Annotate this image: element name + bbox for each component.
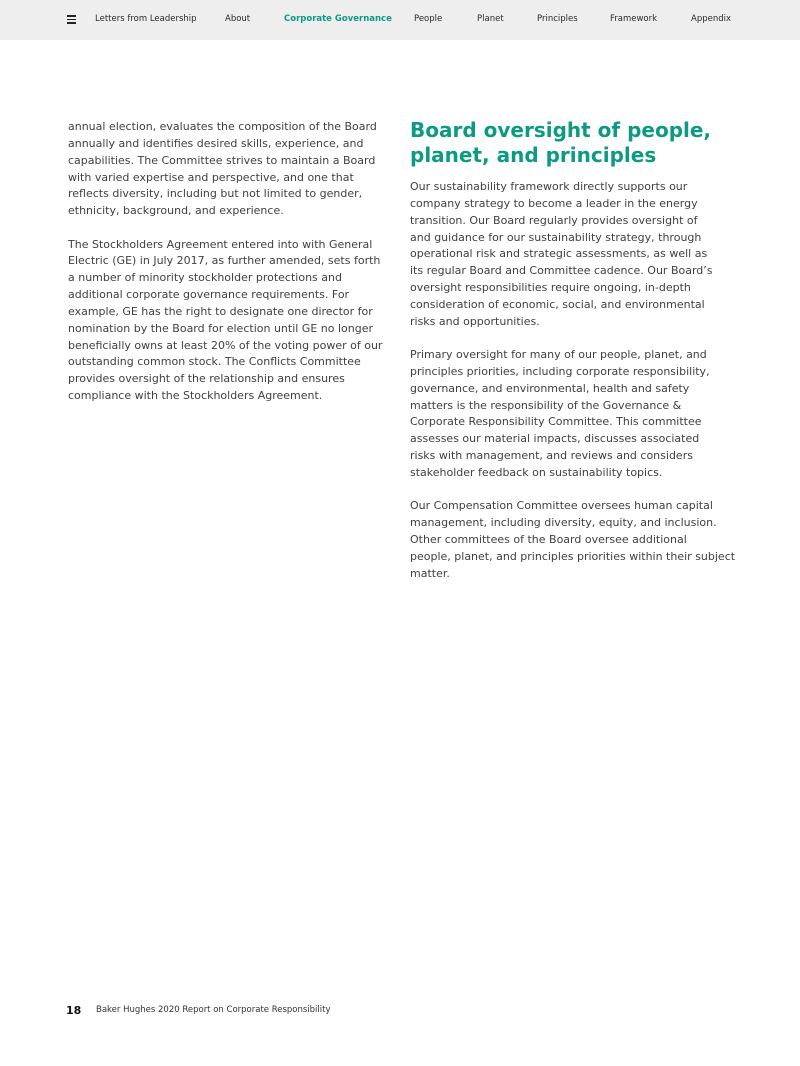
text-line: annual election, evaluates the composition of the Board [68, 120, 377, 133]
nav-appendix[interactable]: Appendix [691, 14, 732, 24]
text-line: additional corporate governance requirements. For [68, 288, 350, 302]
text-line: matter. [410, 566, 450, 580]
text-line: Primary oversight for many of our people, planet, and [410, 348, 707, 362]
right-column [410, 179, 735, 599]
left-column [68, 119, 382, 422]
text-line: Our Compensation Committee oversees human capital [410, 499, 713, 513]
text-line: company strategy to become a leader in the energy [410, 196, 698, 210]
text-line: The Stockholders Agreement entered into with General [68, 237, 373, 251]
top-navigation [0, 0, 800, 40]
text-line: governance, and environmental, health and safety [410, 381, 690, 395]
nav-about[interactable]: About [225, 14, 251, 24]
text-line: people, planet, and principles priorities within their subject [410, 549, 736, 563]
text-line: risks and opportunities. [410, 314, 540, 328]
nav-people[interactable]: People [414, 14, 443, 24]
text-line: annually and identifies desired skills, experience, and [68, 136, 364, 150]
text-line: stakeholder feedback on sustainability topics. [410, 466, 663, 479]
text-line: consideration of economic, social, and environmental [410, 297, 705, 311]
text-line: example, GE has the right to designate one director for [68, 304, 373, 318]
text-line: beneficially owns at least 20% of the voting power of our [68, 338, 383, 352]
nav-letters-from-leadership[interactable]: Letters from Leadership [95, 14, 197, 24]
heading-line: Board oversight of people, [410, 118, 712, 142]
paragraph [410, 179, 735, 331]
text-line: management, including diversity, equity, and inclusion. [410, 516, 717, 530]
text-line: compliance with the Stockholders Agreement. [68, 389, 323, 403]
text-line: risks with management, and reviews and considers [410, 449, 693, 463]
text-line: Other committees of the Board oversee additional [410, 533, 687, 547]
text-line: transition. Our Board regularly provides oversight of [410, 213, 698, 227]
paragraph [68, 119, 382, 220]
text-line: a number of minority stockholder protections and [68, 271, 342, 285]
text-line: Electric (GE) in July 2017, as further amended, sets forth [68, 254, 381, 268]
text-line: its regular Board and Committee cadence. Our Board’s [410, 264, 713, 278]
nav-planet[interactable]: Planet [477, 14, 504, 24]
text-line: matters is the responsibility of the Governance & [410, 398, 682, 412]
text-line: assesses our material impacts, discusses associated [410, 432, 700, 446]
heading-line: planet, and principles [410, 143, 657, 167]
text-line: oversight responsibilities require ongoing, in-depth [410, 281, 691, 295]
nav-principles[interactable]: Principles [537, 14, 578, 24]
text-line: outstanding common stock. The Conflicts Committee [68, 355, 361, 369]
text-line: Corporate Responsibility Committee. This committee [410, 415, 702, 429]
text-line: ethnicity, background, and experience. [68, 204, 284, 218]
text-line: with varied expertise and perspective, and one that [68, 170, 354, 184]
text-line: reflects diversity, including but not limited to gender, [68, 187, 363, 201]
text-line: nomination by the Board for election until GE no longer [68, 321, 374, 335]
page-number: 18 [66, 1004, 82, 1017]
text-line: and guidance for our sustainability strategy, through [410, 230, 702, 244]
paragraph [410, 498, 735, 582]
section-heading [410, 118, 711, 168]
hamburger-menu-icon[interactable] [67, 15, 76, 24]
nav-corporate-governance[interactable]: Corporate Governance [284, 14, 392, 24]
text-line: Our sustainability framework directly supports our [410, 180, 688, 193]
text-line: operational risk and strategic assessments, as well as [410, 247, 708, 261]
text-line: capabilities. The Committee strives to maintain a Board [68, 153, 376, 167]
text-line: provides oversight of the relationship and ensures [68, 372, 345, 386]
nav-framework[interactable]: Framework [610, 14, 658, 24]
report-title: Baker Hughes 2020 Report on Corporate Responsibility [96, 1005, 331, 1015]
paragraph [68, 237, 382, 405]
paragraph [410, 347, 735, 482]
text-line: principles priorities, including corporate responsibility, [410, 364, 710, 378]
